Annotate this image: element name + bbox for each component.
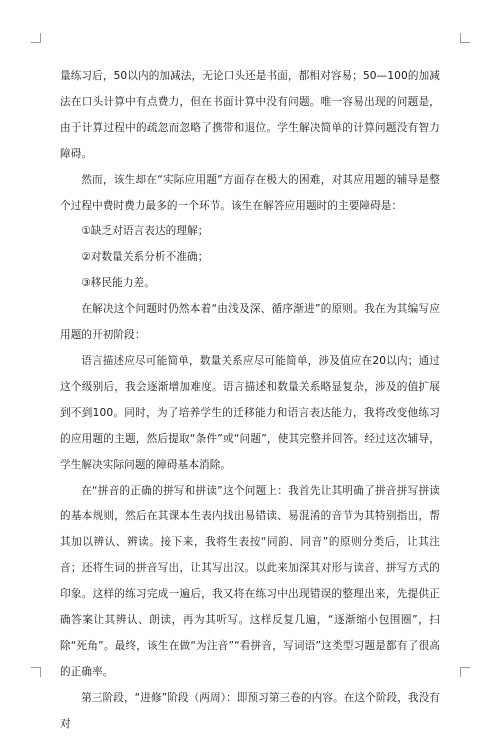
crop-mark-bottom-right: [460, 667, 470, 677]
crop-mark-top-left: [31, 33, 41, 43]
list-item: ①缺乏对语言表达的理解；: [81, 225, 209, 238]
document-body: [60, 64, 440, 738]
paragraph: 在解决这个问题时仍然本着“由浅及深、循序渐进”的原则。我在为其编写应用题的开初阶段：: [60, 303, 440, 342]
paragraph: 语言描述应尽可能简单，数量关系应尽可能简单，涉及值应在20以内；通过这个级别后，我会逐渐增加难度。语言描述和数量关系略显复杂，涉及的值扩展到不到100。同时，为了培养学生的迁移能力和语言表达能力，我将改变他练习的应用题的主题，然后提取“条件”或“问题”，使其完整并回答。经过这次辅导，学生解决实际问题的障碍基本消除。: [60, 354, 440, 471]
paragraph: 第三阶段，“进修”阶段（两周）：即预习第三卷的内容。在这个阶段，我没有对: [60, 691, 440, 730]
paragraph: 量练习后，50以内的加减法，无论口头还是书面，都相对容易；50—100的加减法在口头计算中有点费力，但在书面计算中没有问题。唯一容易出现的问题是，由于计算过程中的疏忽而忽略了携带和退位。学生解决简单的计算问题没有智力障碍。: [60, 70, 440, 160]
list-item: ②对数量关系分析不准确；: [81, 251, 209, 264]
crop-mark-bottom-left: [31, 667, 41, 677]
crop-mark-top-right: [460, 33, 470, 43]
paragraph: 在“拼音的正确的拼写和拼读”这个问题上：我首先让其明确了拼音拼写拼读的基本规则，然后在其课本生表内找出易错读、易混淆的音节为其特别指出，帮其加以辨认、辨读。接下来，我将生表按“同韵、同音”的原则分类后，让其注音；还将生词的拼音写出，让其写出汉。以此来加深其对形与读音、拼写方式的印象。这样的练习完成一遍后，我又将在练习中出现错误的整理出来，先提供正确答案让其辨认、朗读，再为其听写。这样反复几遍，“逐渐缩小包围圈”，扫除“死角”。最终，该生在做“为注音”“看拼音，写词语”这类型习题是都有了很高的正确率。: [60, 484, 440, 678]
list-item: ③移民能力差。: [81, 277, 155, 290]
paragraph: 然而，该生却在“实际应用题”方面存在极大的困难，对其应用题的辅导是整个过程中费时费力最多的一个环节。该生在解答应用题时的主要障碍是：: [60, 173, 440, 212]
